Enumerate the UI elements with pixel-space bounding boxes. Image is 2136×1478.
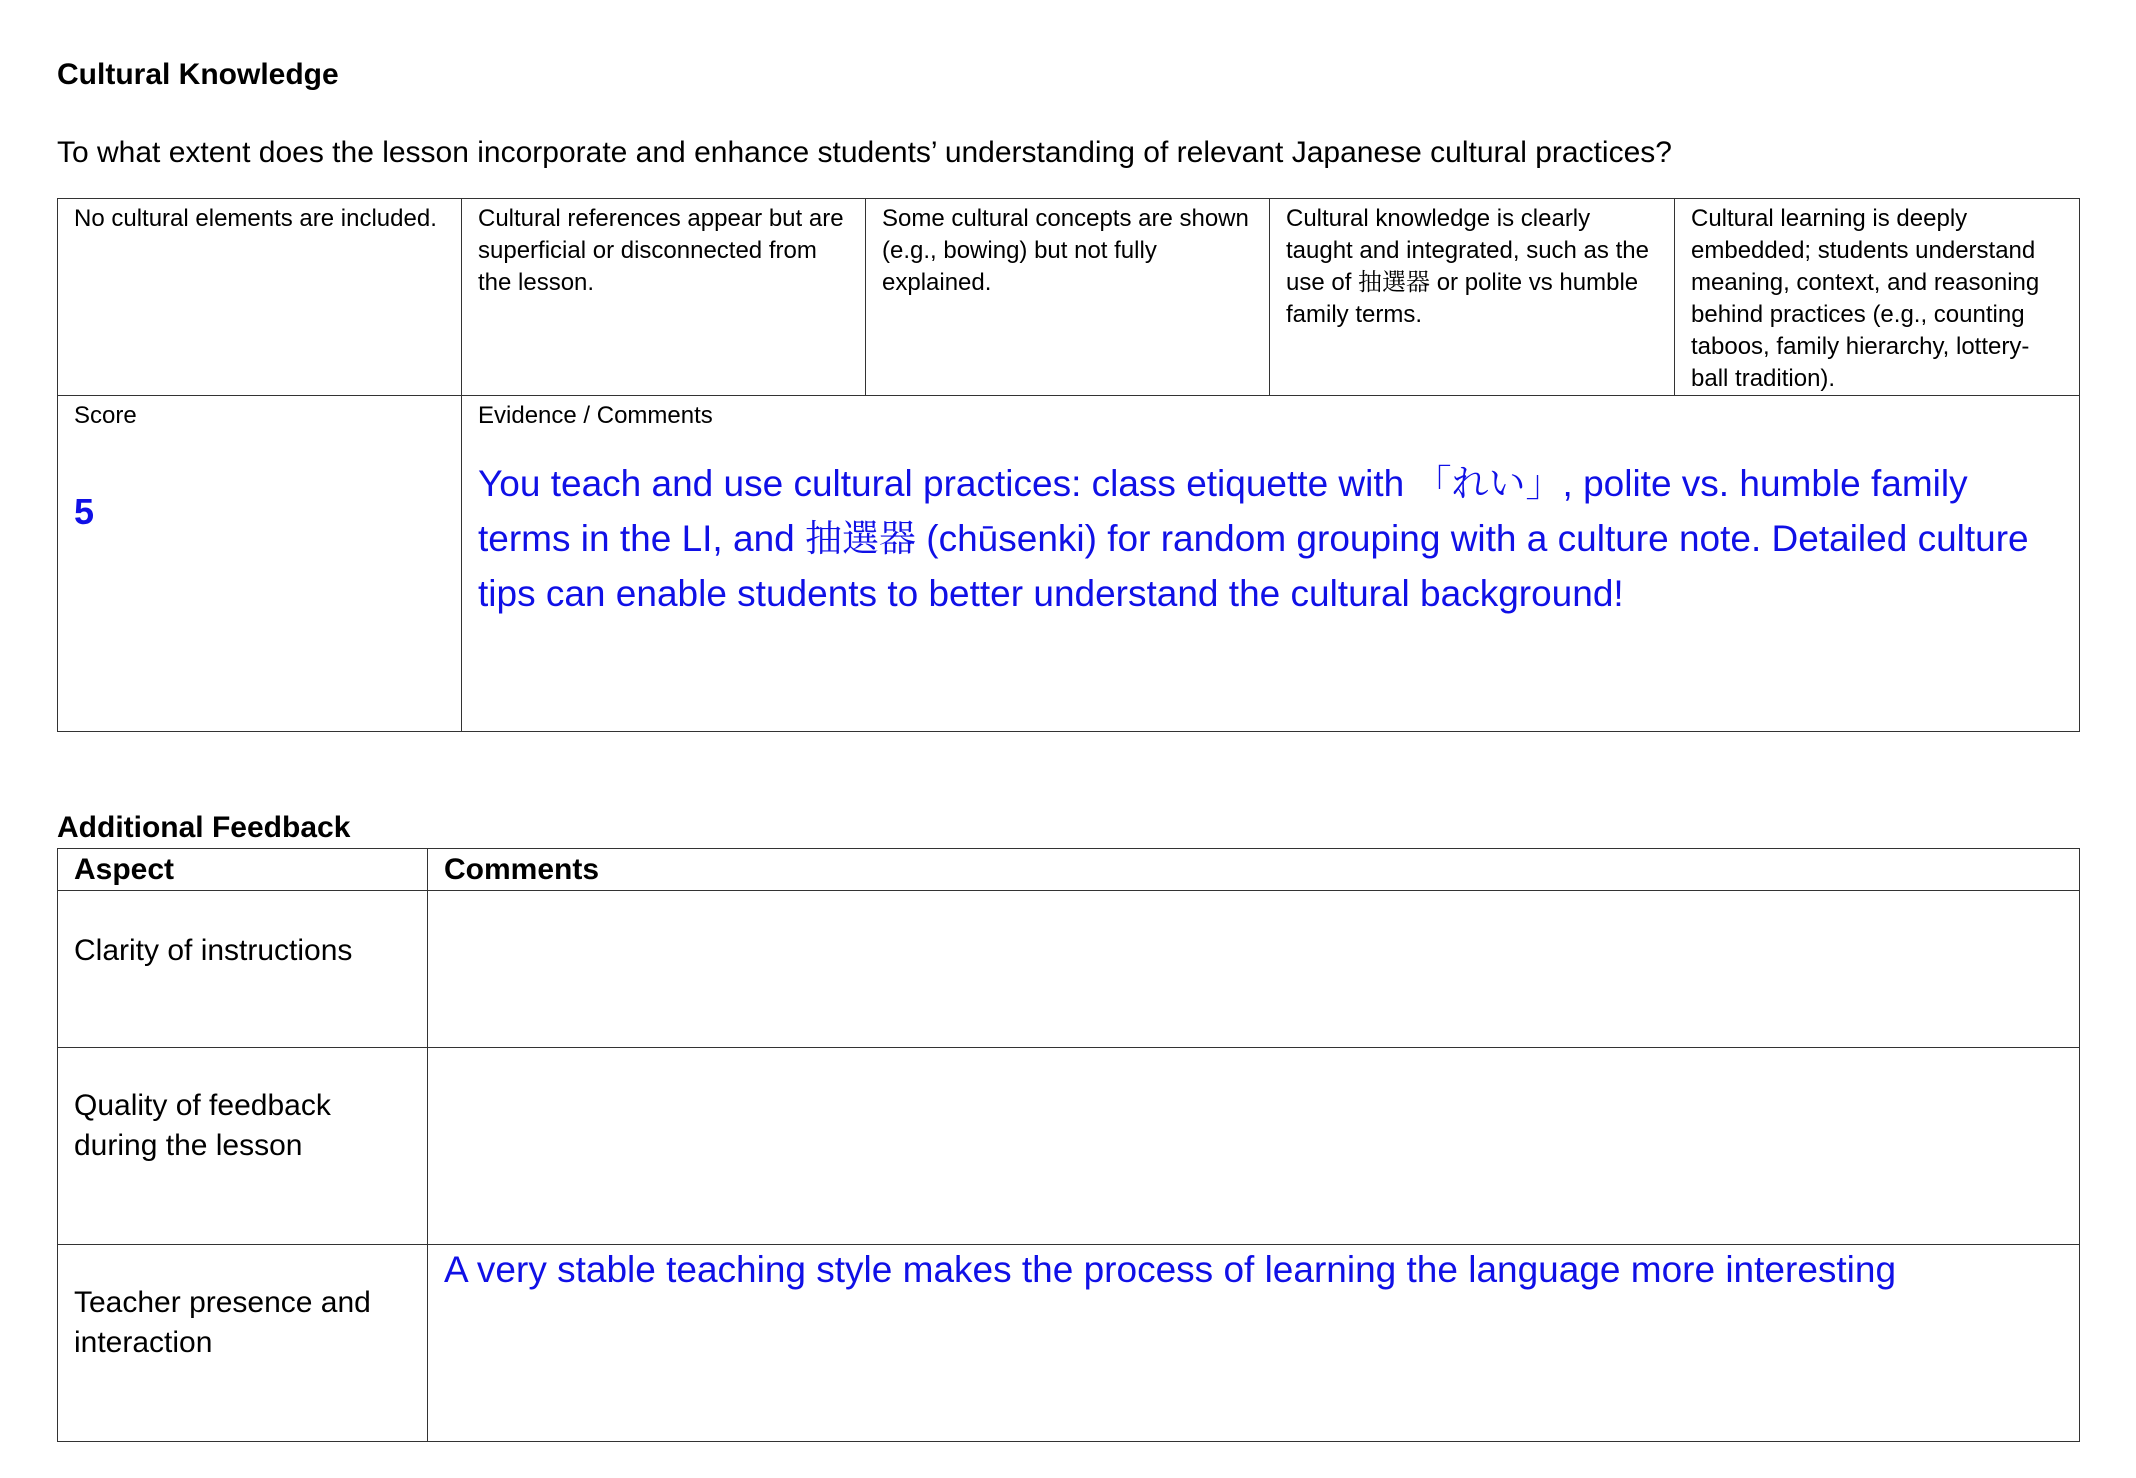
feedback-row-clarity: [58, 891, 2080, 1048]
aspect-label: Quality of feedback during the lesson: [74, 1089, 331, 1162]
score-cell[interactable]: [58, 396, 462, 732]
comment-text: A very stable teaching style makes the process of learning the language more interesting: [444, 1249, 1897, 1290]
rubric-level-4: Cultural knowledge is clearly taught and integrated, such as the use of 抽選器 or polite vs humble family terms.: [1270, 199, 1675, 396]
aspect-label: Clarity of instructions: [74, 934, 353, 967]
aspect-cell: [58, 891, 428, 1048]
column-header-comments: Comments: [428, 849, 2080, 891]
aspect-label: Teacher presence and interaction: [74, 1286, 371, 1359]
evidence-comment: You teach and use cultural practices: class etiquette with 「れい」, polite vs. humble family terms in the LI, and 抽選器 (chūsenki) for random grouping with a culture note. Detailed culture tips can enable students to better understand the cultural background!: [478, 463, 2029, 614]
comment-cell[interactable]: [428, 1245, 2080, 1442]
evidence-label: Evidence / Comments: [478, 402, 713, 429]
rubric-level-1: No cultural elements are included.: [58, 199, 462, 396]
evidence-cell[interactable]: [462, 396, 2080, 732]
feedback-row-quality: [58, 1048, 2080, 1245]
score-label: Score: [74, 402, 137, 429]
feedback-row-presence: [58, 1245, 2080, 1442]
rubric-question: To what extent does the lesson incorporate and enhance students’ understanding of relevant Japanese cultural practices?: [57, 136, 1672, 169]
rubric-level-2: Cultural references appear but are superficial or disconnected from the lesson.: [462, 199, 866, 396]
feedback-header-row: [58, 849, 2080, 891]
section-heading-additional-feedback: Additional Feedback: [57, 811, 351, 844]
section-heading-cultural-knowledge: Cultural Knowledge: [57, 58, 339, 91]
column-header-aspect: Aspect: [58, 849, 428, 891]
comment-cell[interactable]: [428, 891, 2080, 1048]
feedback-table: [57, 848, 2080, 1442]
comment-cell[interactable]: [428, 1048, 2080, 1245]
rubric-score-row: [58, 396, 2080, 732]
aspect-cell: [58, 1245, 428, 1442]
rubric-levels-row: [58, 199, 2080, 396]
score-value: 5: [74, 491, 95, 532]
rubric-table: [57, 198, 2080, 732]
rubric-level-3: Some cultural concepts are shown (e.g., bowing) but not fully explained.: [866, 199, 1270, 396]
rubric-level-5: Cultural learning is deeply embedded; students understand meaning, context, and reasoning behind practices (e.g., counting taboos, family hierarchy, lottery-ball tradition).: [1675, 199, 2080, 396]
aspect-cell: [58, 1048, 428, 1245]
